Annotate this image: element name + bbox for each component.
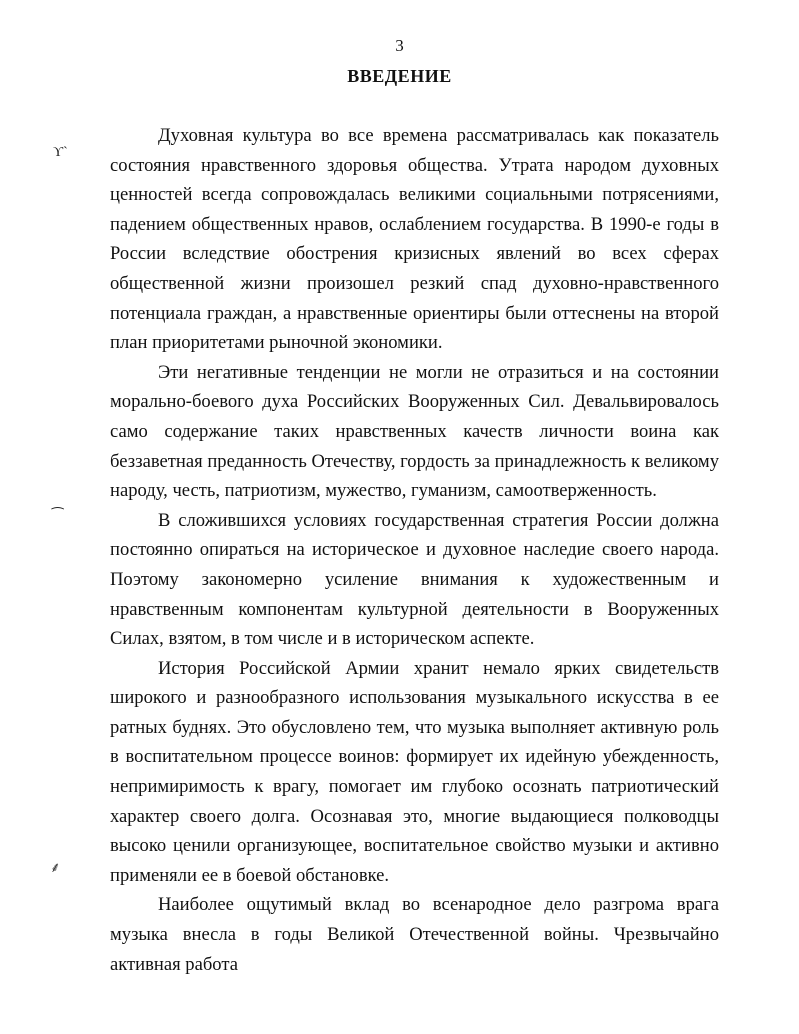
paragraph-1: Духовная культура во все времена рассматривалась как показатель состояния нравственного здоровья общества. Утрата народом духовных ценностей всегда сопровождалась великими социальными потрясениями, падением общественных нравов, ослаблением государства. В 1990-е годы в России вследствие обострения кризисных явлений во всех сферах общественной жизни произошел резкий спад духовно-нравственного потенциала граждан, а нравственные ориентиры были оттеснены на второй план приоритетами рыночной экономики. [110, 125, 719, 354]
page-title: ВВЕДЕНИЕ [347, 66, 452, 86]
paragraph-3: В сложившихся условиях государственная стратегия России должна постоянно опираться на историческое и духовное наследие своего народа. Поэтому закономерно усиление внимания к художественным и нравственным компонентам культурной деятельности в Вооруженных Силах, взятом, в том числе и в историческом аспекте. [110, 509, 719, 650]
document-body [110, 121, 719, 979]
page-number: 3 [395, 36, 404, 55]
margin-scribble-mark: ϒ` [53, 145, 68, 160]
paragraph-2: Эти негативные тенденции не могли не отразиться и на состоянии морально-боевого духа Российских Вооруженных Сил. Девальвировалось само содержание таких нравственных качеств личности воина как беззаветная преданность Отечеству, гордость за принадлежность к великому народу, честь, патриотизм, мужество, гуманизм, самоотверженность. [110, 361, 719, 502]
paragraph-5: Наиболее ощутимый вклад во всенародное дело разгрома врага музыка внесла в годы Великой Отечественной войны. Чрезвычайно активная работа [110, 894, 719, 975]
margin-scribble-mark: ⸙ [50, 861, 61, 876]
margin-scribble-mark: ⁀ [52, 509, 64, 524]
paragraph-4: История Российской Армии хранит немало ярких свидетельств широкого и разнообразного использования музыкального искусства в ее ратных буднях. Это обусловлено тем, что музыка выполняет активную роль в воспитательном процессе воинов: формирует их идейную убежденность, непримиримость к врагу, помогает им глубоко осознать патриотический характер своего долга. Осознавая это, многие выдающиеся полководцы высоко ценили организующее, воспитательное свойство музыки и активно применяли ее в боевой обстановке. [110, 657, 719, 886]
